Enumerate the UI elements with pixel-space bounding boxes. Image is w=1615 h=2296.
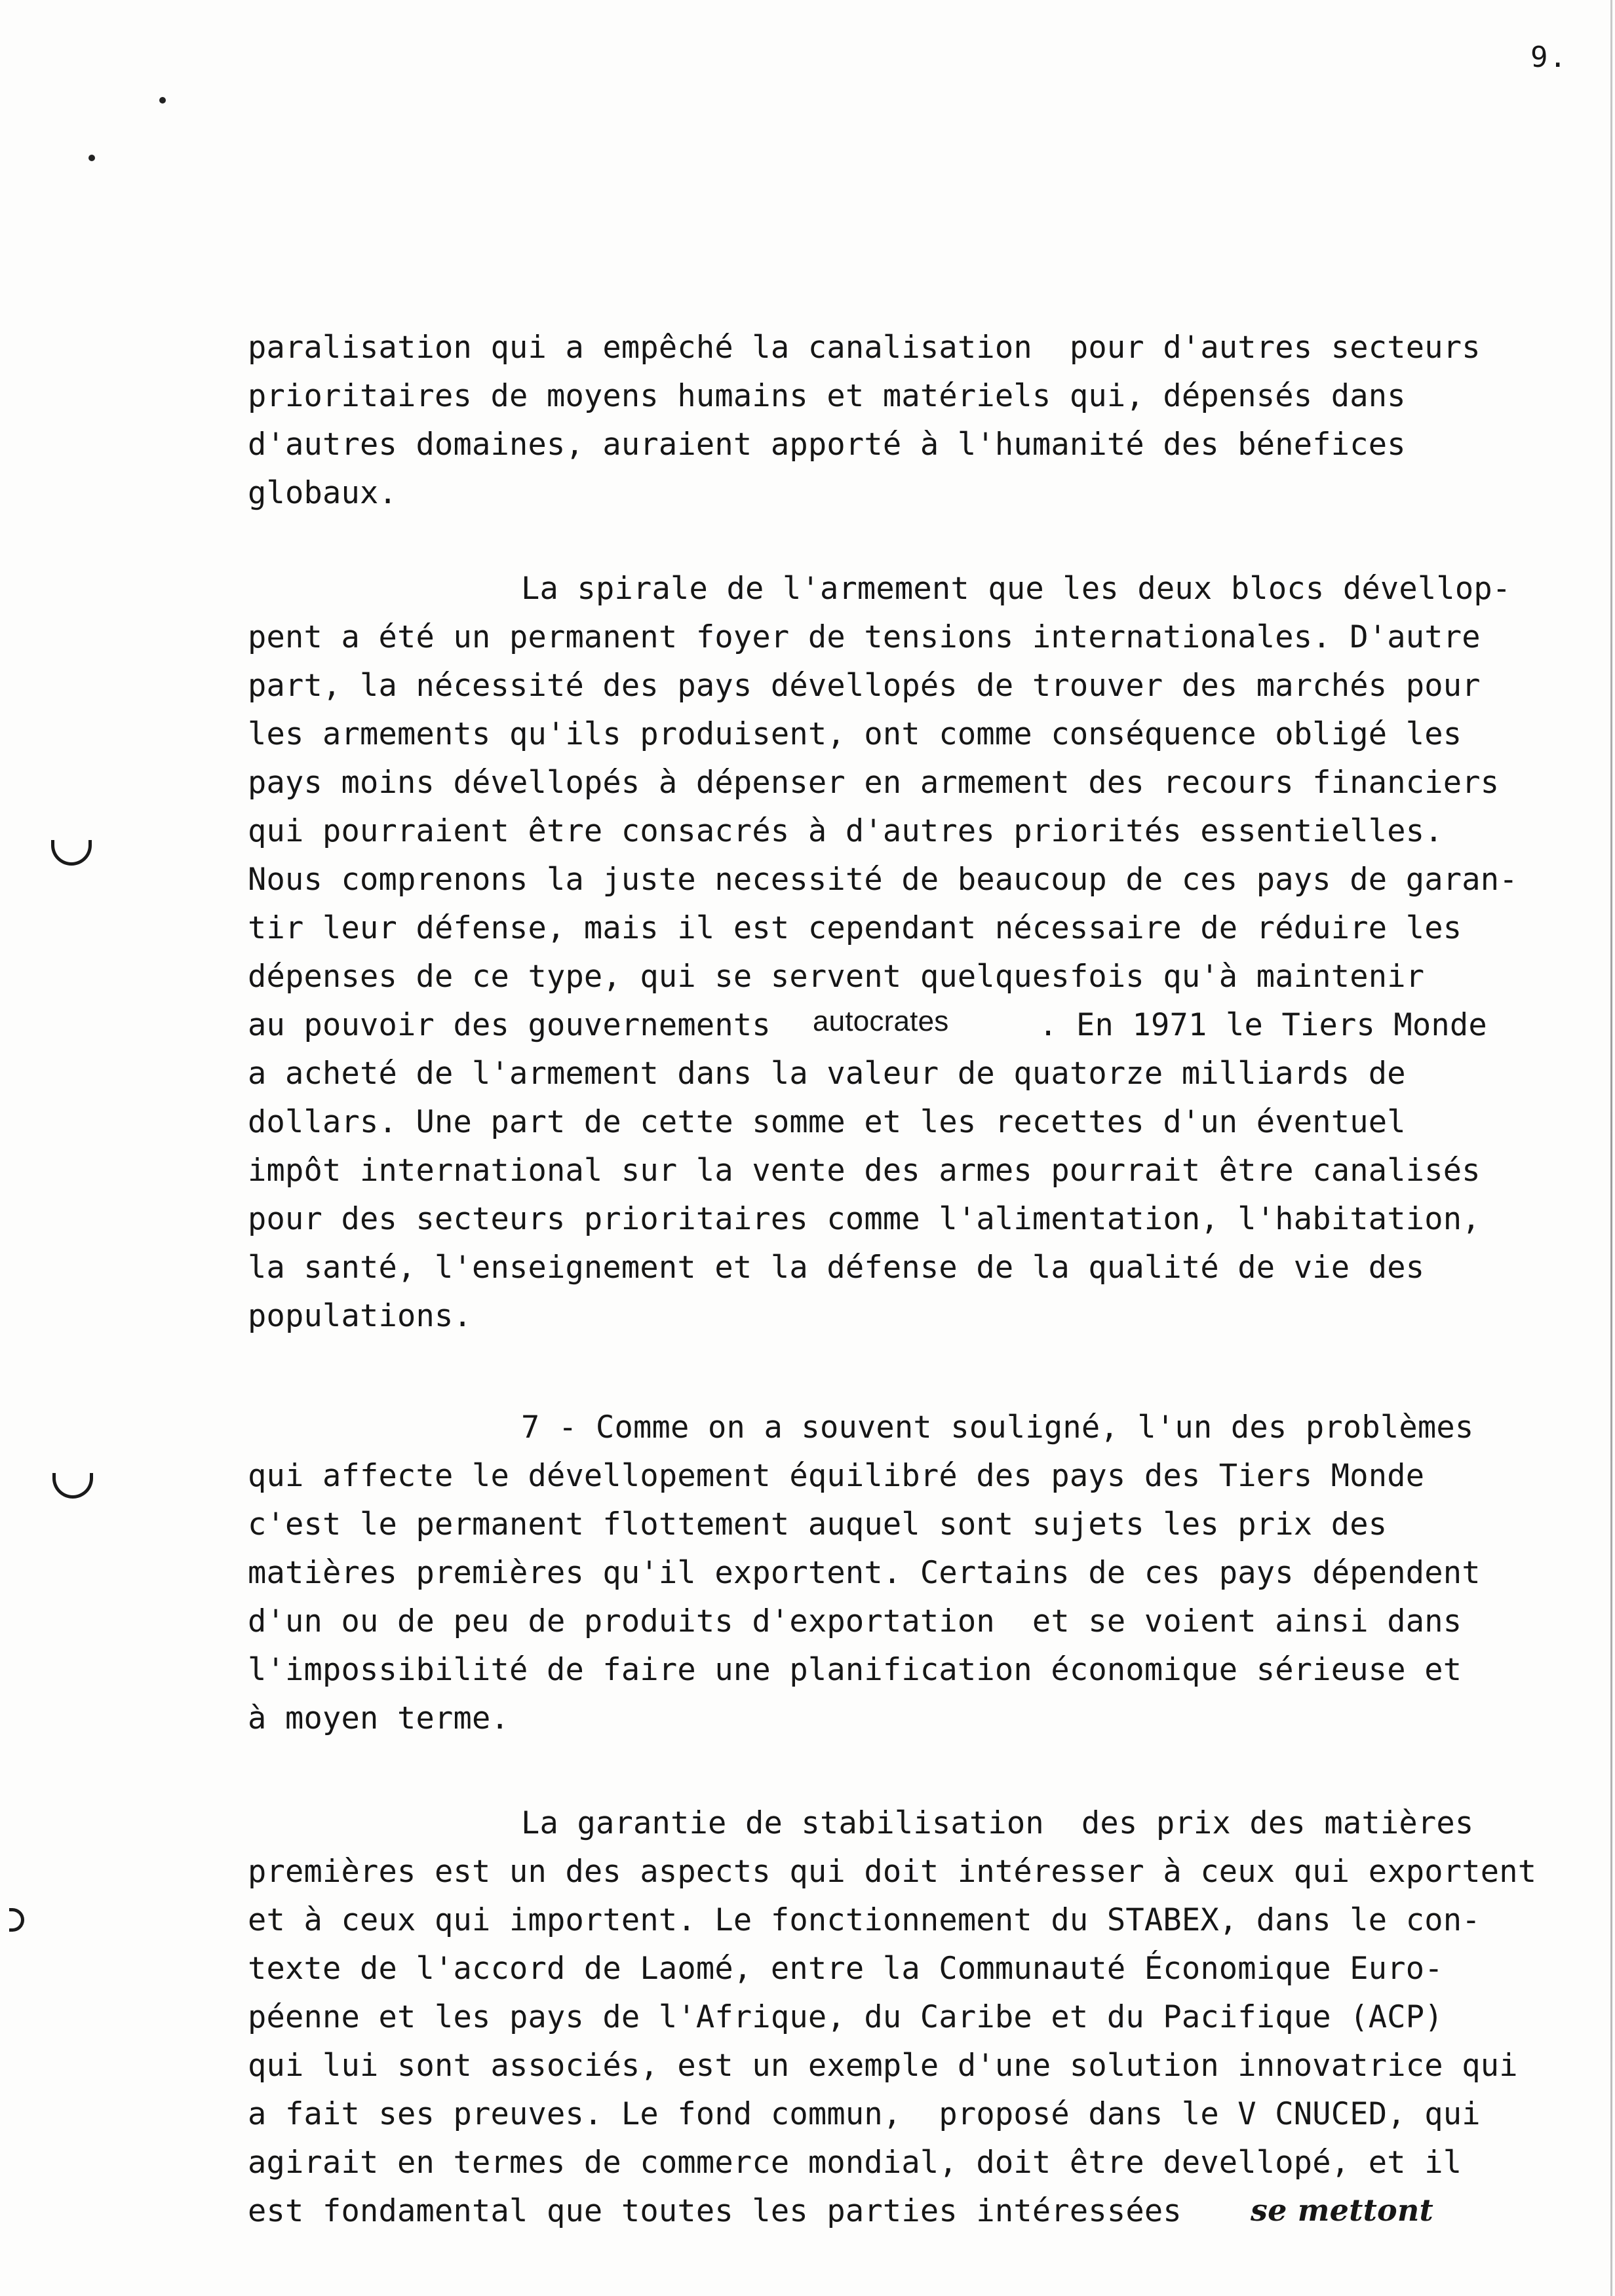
margin-dot: [88, 155, 95, 161]
text-line: la santé, l'enseignement et la défense de la qualité de vie des: [248, 1250, 1425, 1286]
text-line: dépenses de ce type, qui se servent quelquesfois qu'à maintenir: [248, 959, 1425, 995]
text-line: les armements qu'ils produisent, ont comme conséquence obligé les: [248, 716, 1462, 752]
text-line: d'autres domaines, auraient apporté à l'humanité des bénefices: [248, 427, 1406, 463]
handwritten-addition: se mettont: [1251, 2192, 1433, 2228]
text-line: prioritaires de moyens humains et matériels qui, dépensés dans: [248, 378, 1406, 414]
text-line: 7 - Comme on a souvent souligné, l'un des problèmes: [521, 1409, 1474, 1445]
text-line: part, la nécessité des pays dévellopés de trouver des marchés pour: [248, 668, 1481, 704]
text-line: qui pourraient être consacrés à d'autres priorités essentielles.: [248, 813, 1443, 849]
text-line: au pouvoir des gouvernements: [248, 1007, 771, 1043]
text-line: à moyen terme.: [248, 1700, 509, 1736]
text-line: impôt international sur la vente des armes pourrait être canalisés: [248, 1153, 1481, 1189]
text-line: a acheté de l'armement dans la valeur de quatorze milliards de: [248, 1056, 1406, 1092]
text-line: c'est le permanent flottement auquel sont sujets les prix des: [248, 1506, 1388, 1542]
text-line-tail: . En 1971 le Tiers Monde: [1039, 1007, 1487, 1043]
text-line: péenne et les pays de l'Afrique, du Caribe et du Pacifique (ACP): [248, 1999, 1443, 2035]
text-line: globaux.: [248, 475, 397, 511]
punch-mark: [51, 840, 92, 866]
text-line: et à ceux qui importent. Le fonctionnement du STABEX, dans le con-: [248, 1902, 1481, 1938]
text-line: pour des secteurs prioritaires comme l'alimentation, l'habitation,: [248, 1201, 1481, 1237]
text-line: La garantie de stabilisation des prix des matières: [521, 1805, 1474, 1841]
text-line: d'un ou de peu de produits d'exportation et se voient ainsi dans: [248, 1603, 1462, 1639]
text-line: La spirale de l'armement que les deux blocs dévellop-: [521, 571, 1511, 607]
text-line: est fondamental que toutes les parties intéressées: [248, 2193, 1182, 2229]
scan-edge: [1610, 0, 1612, 2296]
text-line: premières est un des aspects qui doit intéresser à ceux qui exportent: [248, 1854, 1537, 1890]
text-line: matières premières qu'il exportent. Certains de ces pays dépendent: [248, 1555, 1481, 1591]
inserted-word: autocrates: [813, 1005, 949, 1037]
margin-bracket: [9, 1908, 24, 1932]
punch-mark: [52, 1473, 93, 1499]
text-line: qui lui sont associés, est un exemple d'une solution innovatrice qui: [248, 2048, 1518, 2084]
text-line: paralisation qui a empêché la canalisation pour d'autres secteurs: [248, 330, 1481, 366]
margin-dot: [159, 97, 166, 104]
text-line: l'impossibilité de faire une planification économique sérieuse et: [248, 1652, 1462, 1688]
text-line: pent a été un permanent foyer de tensions internationales. D'autre: [248, 619, 1481, 655]
text-line: a fait ses preuves. Le fond commun, proposé dans le V CNUCED, qui: [248, 2096, 1481, 2132]
text-line: pays moins dévellopés à dépenser en armement des recours financiers: [248, 765, 1500, 801]
text-line: Nous comprenons la juste necessité de beaucoup de ces pays de garan-: [248, 862, 1518, 898]
text-line: dollars. Une part de cette somme et les recettes d'un éventuel: [248, 1104, 1406, 1140]
text-line: tir leur défense, mais il est cependant nécessaire de réduire les: [248, 910, 1462, 946]
text-line: qui affecte le dévellopement équilibré des pays des Tiers Monde: [248, 1458, 1425, 1494]
text-line: populations.: [248, 1298, 472, 1334]
page-number: 9.: [1530, 41, 1568, 74]
text-line: texte de l'accord de Laomé, entre la Communauté Économique Euro-: [248, 1951, 1443, 1987]
text-line: agirait en termes de commerce mondial, doit être devellopé, et il: [248, 2145, 1462, 2181]
